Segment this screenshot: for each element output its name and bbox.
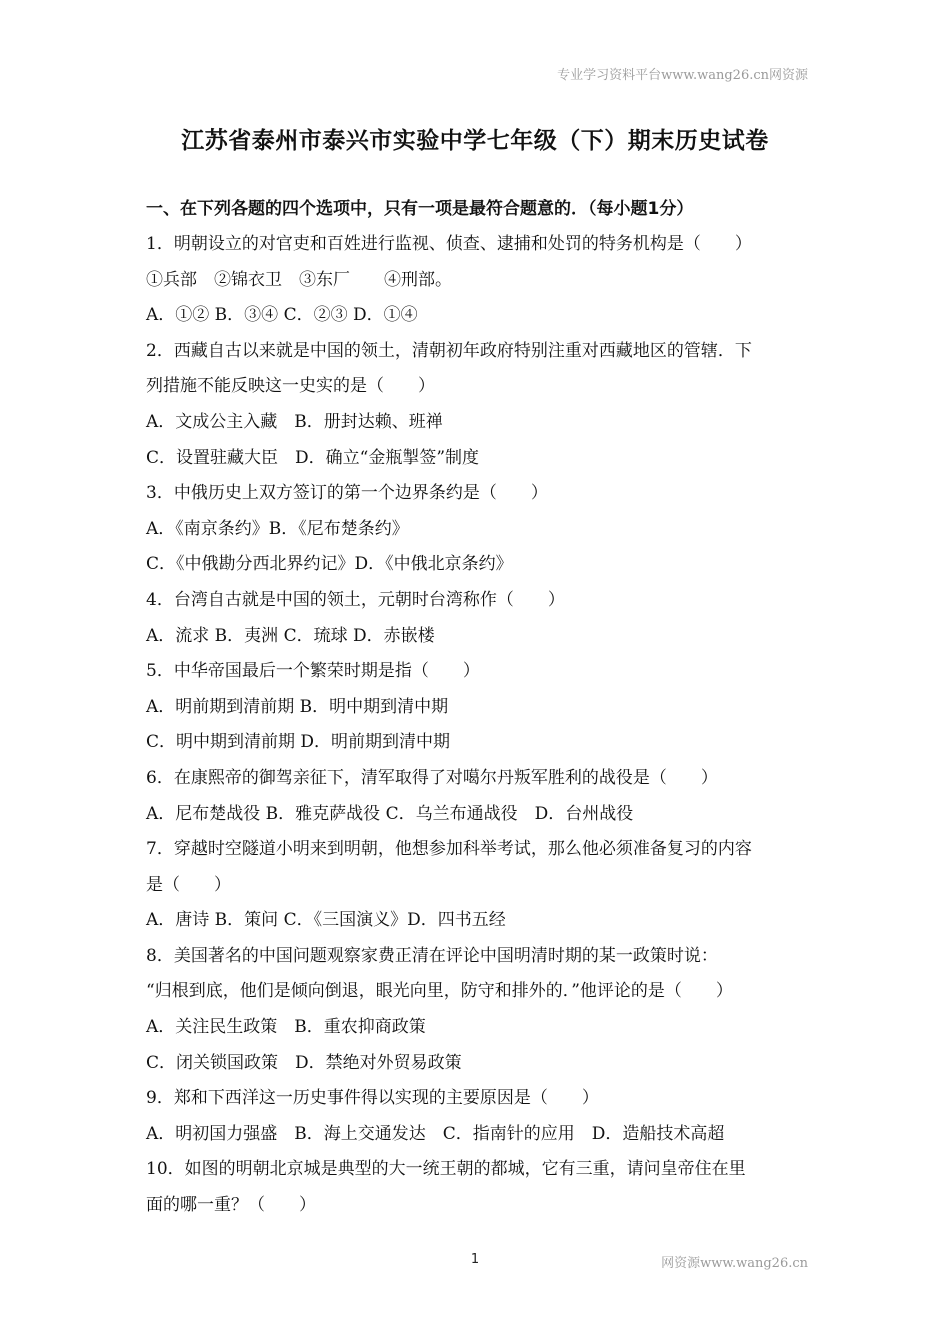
text-line: A．明初国力强盛 B．海上交通发达 C．指南针的应用 D．造船技术高超: [146, 1123, 725, 1144]
text-line: 9．郑和下西洋这一历史事件得以实现的主要原因是（ ）: [146, 1088, 599, 1109]
text-line: A．关注民生政策 B．重农抑商政策: [146, 1017, 426, 1038]
text-line: 1．明朝设立的对官吏和百姓进行监视、侦查、逮捕和处罚的特务机构是（ ）: [146, 234, 752, 254]
footer-watermark: 网资源www.wang26.cn: [661, 1256, 808, 1271]
text-line: A．文成公主入藏 B．册封达赖、班禅: [146, 411, 443, 432]
text-line: 7．穿越时空隧道小明来到明朝，他想参加科举考试，那么他必须准备复习的内容: [146, 839, 752, 860]
text-line: 8．美国著名的中国问题观察家费正清在评论中国明清时期的某一政策时说：: [146, 945, 718, 966]
text-line: C．《中俄勘分西北界约记》D．《中俄北京条约》: [146, 554, 513, 575]
header-watermark: 专业学习资料平台www.wang26.cn网资源: [557, 68, 808, 83]
text-line: A．唐诗 B．策问 C．《三国演义》D．四书五经: [146, 910, 506, 931]
text-line: 6．在康熙帝的御驾亲征下，清军取得了对噶尔丹叛军胜利的战役是（ ）: [146, 767, 718, 788]
text-line: 面的哪一重？（ ）: [146, 1195, 316, 1216]
text-line: 4．台湾自古就是中国的领土，元朝时台湾称作（ ）: [146, 589, 565, 610]
text-line: 是（ ）: [146, 874, 231, 895]
text-line: 列措施不能反映这一史实的是（ ）: [146, 376, 435, 397]
page-number: 1: [470, 1252, 480, 1267]
section-heading: 一、在下列各题的四个选项中，只有一项是最符合题意的．（每小题1分）: [146, 199, 694, 219]
text-line: A．《南京条约》B．《尼布楚条约》: [146, 518, 409, 539]
text-line: A．流求 B．夷洲 C．琉球 D．赤嵌楼: [146, 625, 435, 646]
text-line: C．设置驻藏大臣 D．确立“金瓶掣签”制度: [146, 447, 480, 468]
text-line: A．尼布楚战役 B．雅克萨战役 C．乌兰布通战役 D．台州战役: [146, 803, 634, 824]
text-line: “归根到底，他们是倾向倒退，眼光向里，防守和排外的．”他评论的是（ ）: [146, 981, 733, 1002]
text-line: 3．中俄历史上双方签订的第一个边界条约是（ ）: [146, 483, 548, 504]
text-line: 5．中华帝国最后一个繁荣时期是指（ ）: [146, 661, 480, 682]
exam-title: 江苏省泰州市泰兴市实验中学七年级（下）期末历史试卷: [181, 128, 769, 154]
text-line: 10．如图的明朝北京城是典型的大一统王朝的都城，它有三重，请问皇帝住在里: [146, 1159, 746, 1180]
text-line: 2．西藏自古以来就是中国的领土，清朝初年政府特别注重对西藏地区的管辖．下: [146, 340, 752, 361]
text-line: C．闭关锁国政策 D．禁绝对外贸易政策: [146, 1052, 462, 1073]
exam-content: [146, 192, 816, 1224]
text-line: ①兵部 ②锦衣卫 ③东厂 ④刑部。: [146, 269, 452, 290]
text-line: A．明前期到清前期 B．明中期到清中期: [146, 696, 449, 717]
text-line: A．①② B．③④ C．②③ D．①④: [146, 305, 418, 326]
text-line: C．明中期到清前期 D．明前期到清中期: [146, 732, 451, 753]
